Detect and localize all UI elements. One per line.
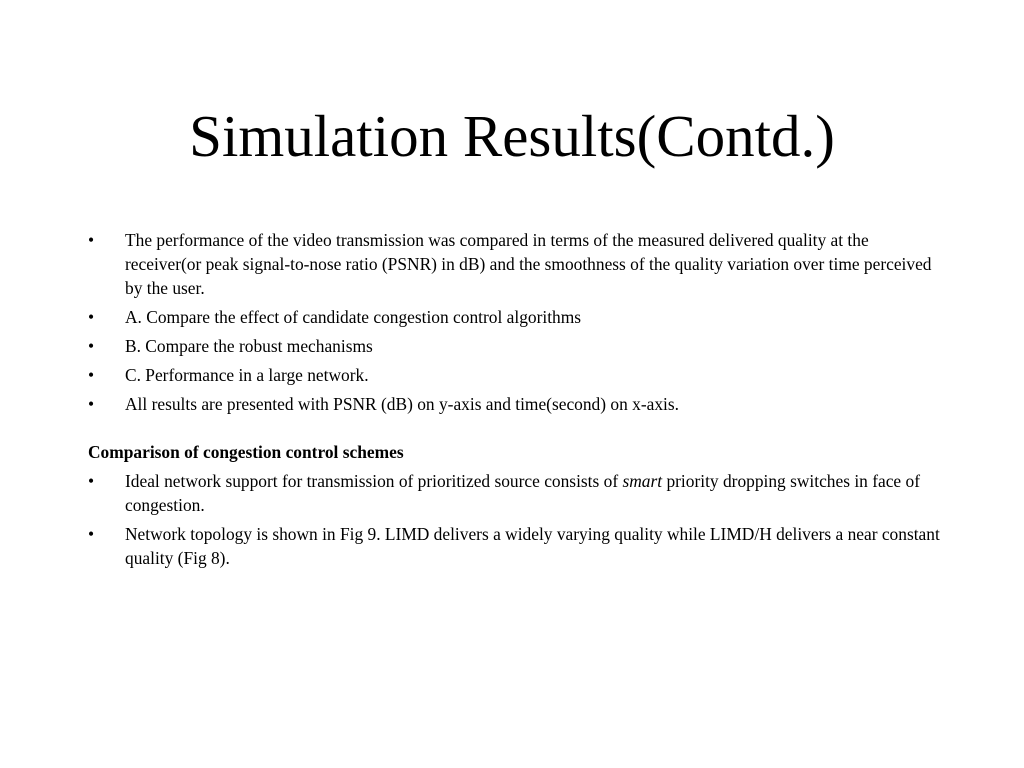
bullet-item	[88, 228, 948, 300]
bullet-icon: •	[88, 524, 95, 544]
bullet-item	[88, 469, 948, 517]
bullet-text-before: Ideal network support for transmission of prioritized source consists of	[125, 471, 623, 491]
section-bullet-list	[88, 469, 948, 570]
bullet-text-after: priority dropping switches in face of congestion.	[125, 471, 920, 515]
bullet-text: B. Compare the robust mechanisms	[125, 336, 373, 356]
bullet-icon: •	[88, 394, 95, 414]
bullet-item	[88, 363, 948, 387]
bullet-text: A. Compare the effect of candidate congestion control algorithms	[125, 307, 582, 327]
slide-body	[88, 228, 948, 575]
bullet-icon: •	[88, 230, 95, 250]
bullet-text: C. Performance in a large network.	[125, 365, 369, 385]
bullet-text: Network topology is shown in Fig 9. LIMD delivers a widely varying quality while LIMD/H delivers a near constant quality (Fig 8).	[125, 524, 940, 568]
bullet-text: All results are presented with PSNR (dB) on y-axis and time(second) on x-axis.	[125, 394, 679, 414]
bullet-icon: •	[88, 365, 95, 385]
bullet-text: The performance of the video transmission was compared in terms of the measured delivered quality at the receiver(or peak signal-to-nose ratio (PSNR) in dB) and the smoothness of the quality variation over time perceived by the user.	[125, 230, 932, 298]
bullet-item	[88, 305, 948, 329]
bullet-item	[88, 522, 948, 570]
slide-title: Simulation Results(Contd.)	[189, 103, 835, 169]
bullet-item	[88, 392, 948, 416]
bullet-text	[125, 471, 920, 515]
bullet-item	[88, 334, 948, 358]
intro-bullet-list	[88, 228, 948, 416]
section-heading: Comparison of congestion control schemes	[88, 442, 404, 462]
bullet-text-emphasis: smart	[622, 471, 663, 491]
bullet-icon: •	[88, 471, 95, 491]
bullet-icon: •	[88, 307, 95, 327]
bullet-icon: •	[88, 336, 95, 356]
